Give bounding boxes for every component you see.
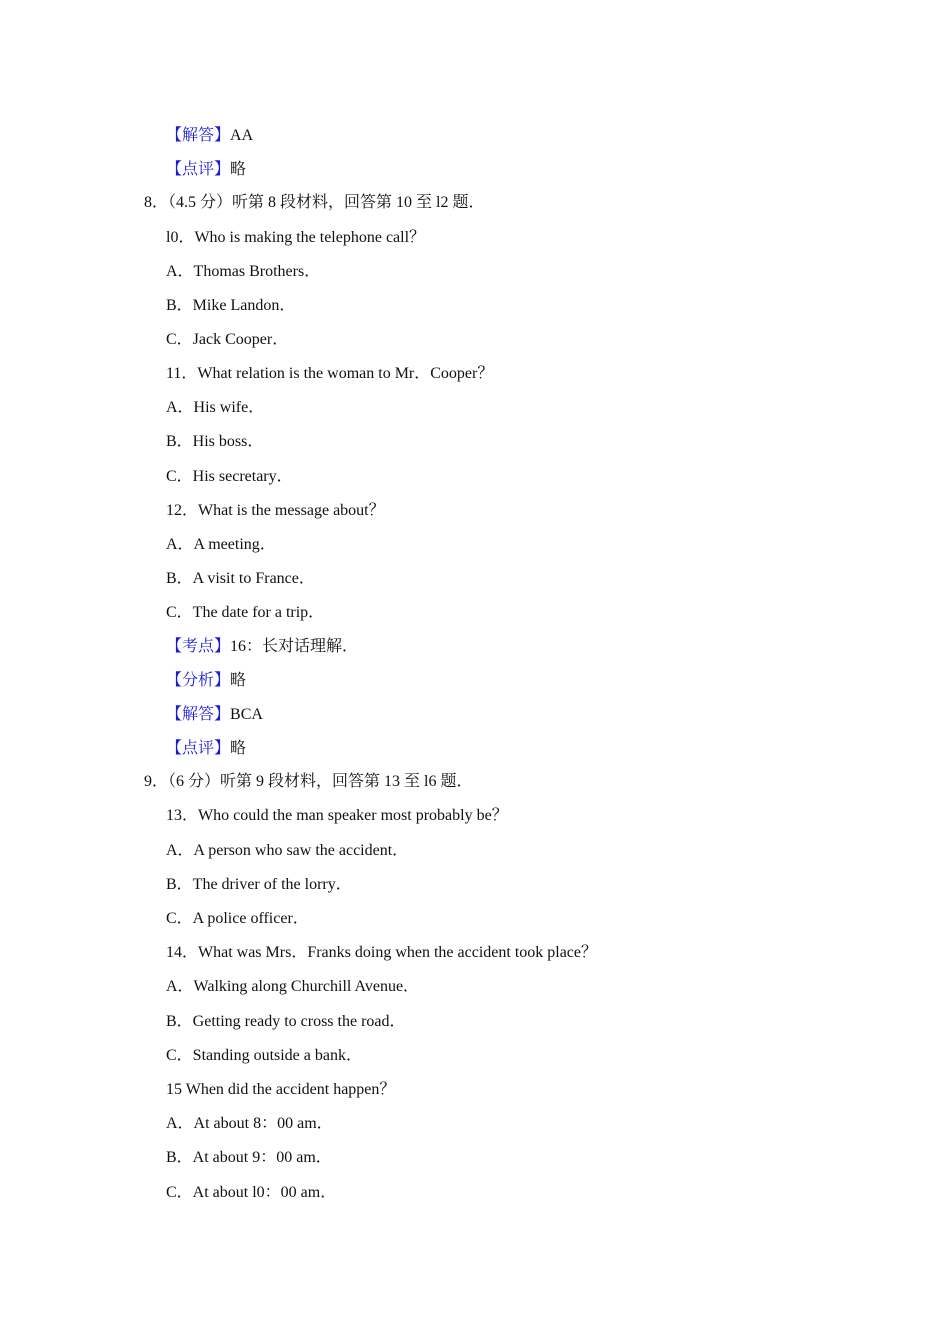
question-15-option-c: C．At about l0：00 am． bbox=[166, 1184, 337, 1201]
dianping-text: 略 bbox=[230, 740, 247, 757]
question-14: 14．What was Mrs．Franks doing when the accident took place？ bbox=[166, 944, 598, 961]
fenxi-text: 略 bbox=[230, 672, 247, 689]
question-10-option-c: C．Jack Cooper． bbox=[166, 331, 289, 348]
question-12-option-b: B．A visit to France． bbox=[166, 570, 315, 587]
question-10: l0．Who is making the telephone call？ bbox=[166, 229, 426, 246]
kaodian-text: 16：长对话理解． bbox=[230, 638, 359, 655]
question-12: 12．What is the message about？ bbox=[166, 502, 385, 519]
kaodian-line bbox=[166, 637, 358, 657]
fenxi-tag: 【分析】 bbox=[166, 672, 231, 689]
comment-line bbox=[166, 160, 246, 180]
question-11-option-a: A．His wife． bbox=[166, 399, 265, 416]
dianping-line bbox=[166, 739, 246, 759]
question-9-title: 9．（6 分）听第 9 段材料，回答第 13 至 l6 题． bbox=[144, 773, 473, 790]
question-10-option-a: A．Thomas Brothers． bbox=[166, 263, 321, 280]
question-15-option-a: A．At about 8：00 am． bbox=[166, 1115, 333, 1132]
answer-line bbox=[166, 126, 253, 146]
dianping-tag: 【点评】 bbox=[166, 740, 231, 757]
fenxi-line bbox=[166, 671, 246, 691]
question-12-option-c: C．The date for a trip． bbox=[166, 604, 325, 621]
question-11-option-b: B．His boss． bbox=[166, 433, 264, 450]
question-13-option-a: A．A person who saw the accident． bbox=[166, 842, 409, 859]
question-13-option-b: B．The driver of the lorry． bbox=[166, 876, 352, 893]
jieda-text: BCA bbox=[230, 706, 263, 723]
answer-tag: 【解答】 bbox=[166, 127, 231, 144]
question-14-option-a: A．Walking along Churchill Avenue． bbox=[166, 978, 420, 995]
answer-text: AA bbox=[230, 127, 254, 144]
question-15: 15 When did the accident happen？ bbox=[166, 1081, 396, 1098]
kaodian-tag: 【考点】 bbox=[166, 638, 231, 655]
question-11-option-c: C．His secretary． bbox=[166, 468, 293, 485]
jieda-tag: 【解答】 bbox=[166, 706, 231, 723]
question-13-option-c: C．A police officer． bbox=[166, 910, 309, 927]
question-13: 13．Who could the man speaker most probably be？ bbox=[166, 807, 508, 824]
comment-tag: 【点评】 bbox=[166, 161, 231, 178]
question-15-option-b: B．At about 9：00 am． bbox=[166, 1149, 332, 1166]
question-12-option-a: A．A meeting． bbox=[166, 536, 276, 553]
question-11: 11．What relation is the woman to Mr．Cooper？ bbox=[166, 365, 494, 382]
question-14-option-b: B．Getting ready to cross the road． bbox=[166, 1013, 406, 1030]
question-14-option-c: C．Standing outside a bank． bbox=[166, 1047, 362, 1064]
question-10-option-b: B．Mike Landon． bbox=[166, 297, 296, 314]
question-8-title: 8．（4.5 分）听第 8 段材料，回答第 10 至 l2 题． bbox=[144, 194, 485, 211]
jieda-line bbox=[166, 705, 263, 725]
comment-text: 略 bbox=[230, 161, 247, 178]
